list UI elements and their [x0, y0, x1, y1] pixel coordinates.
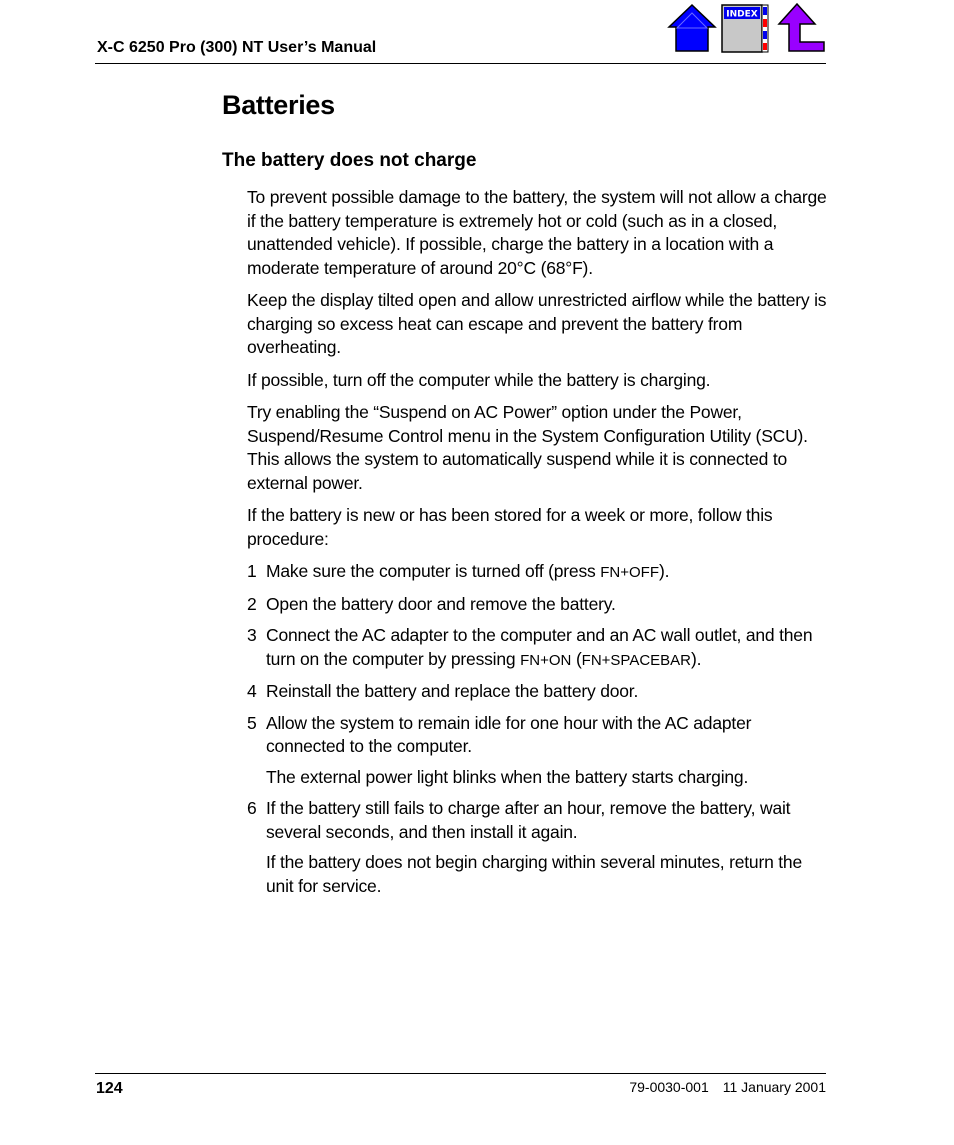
step-item [247, 712, 827, 790]
step-number: 1 [247, 561, 257, 581]
index-icon [720, 2, 770, 54]
step-number: 5 [247, 712, 257, 733]
key-combo: FN+ON [520, 651, 572, 669]
step-number: 4 [247, 681, 257, 701]
step-text: Make sure the computer is turned off (press [266, 561, 601, 581]
doc-info [629, 1079, 826, 1095]
index-button[interactable] [720, 2, 770, 54]
home-button[interactable] [667, 2, 717, 54]
step-note: If the battery does not begin charging within several minutes, return the unit for service. [266, 852, 802, 896]
step-text: Reinstall the battery and replace the battery door. [266, 681, 639, 701]
doc-date: 11 January 2001 [722, 1079, 826, 1095]
step-item [247, 624, 827, 672]
step-item [247, 797, 827, 898]
index-label: INDEX [726, 9, 758, 20]
key-combo: FN+SPACEBAR [581, 651, 692, 669]
paragraph: To prevent possible damage to the battery, the system will not allow a charge if the battery temperature is extremely hot or cold (such as in a closed, unattended vehicle). If possible, charge the battery in a location with a moderate temperature of around 20°C (68°F). [247, 187, 827, 278]
page-number: 124 [96, 1080, 123, 1097]
step-item [247, 593, 827, 617]
step-text: Allow the system to remain idle for one hour with the AC adapter connected to the computer. [266, 712, 752, 756]
step-text: If the battery still fails to charge after an hour, remove the battery, wait several seconds, and then install it again. [266, 798, 791, 842]
footer-rule [95, 1073, 826, 1074]
body-text [247, 186, 827, 906]
paragraph: If possible, turn off the computer while the battery is charging. [247, 369, 711, 390]
up-button[interactable] [776, 2, 826, 54]
step-text: ). [658, 561, 670, 581]
step-number: 3 [247, 625, 257, 645]
procedure-steps [247, 560, 827, 898]
step-number: 2 [247, 593, 257, 614]
step-item [247, 560, 827, 585]
paragraph: Keep the display tilted open and allow unrestricted airflow while the battery is charging so excess heat can escape and prevent the battery from overheating. [247, 290, 827, 357]
manual-title: X-C 6250 Pro (300) NT User’s Manual [97, 39, 377, 56]
up-arrow-icon [776, 2, 826, 54]
step-text: Open the battery door and remove the battery. [266, 593, 616, 614]
step-number: 6 [247, 798, 257, 818]
section-subtitle: The battery does not charge [222, 150, 477, 171]
step-text: ( [571, 648, 582, 669]
step-item [247, 680, 827, 704]
step-text: ). [691, 648, 702, 669]
paragraph: Try enabling the “Suspend on AC Power” option under the Power, Suspend/Resume Control menu in the System Configuration Utility (SCU). This allows the system to automatically suspend while it is connected to external power. [247, 402, 808, 493]
step-note: The external power light blinks when the battery starts charging. [266, 766, 749, 787]
home-icon [667, 2, 717, 54]
section-title: Batteries [222, 90, 335, 120]
header-rule [95, 63, 826, 64]
step-text: Connect the AC adapter to the computer and an AC wall outlet, and then turn on the computer by pressing [266, 625, 813, 669]
key-combo: FN+OFF [600, 564, 659, 581]
paragraph: If the battery is new or has been stored for a week or more, follow this procedure: [247, 505, 773, 549]
doc-number: 79-0030-001 [629, 1079, 709, 1095]
